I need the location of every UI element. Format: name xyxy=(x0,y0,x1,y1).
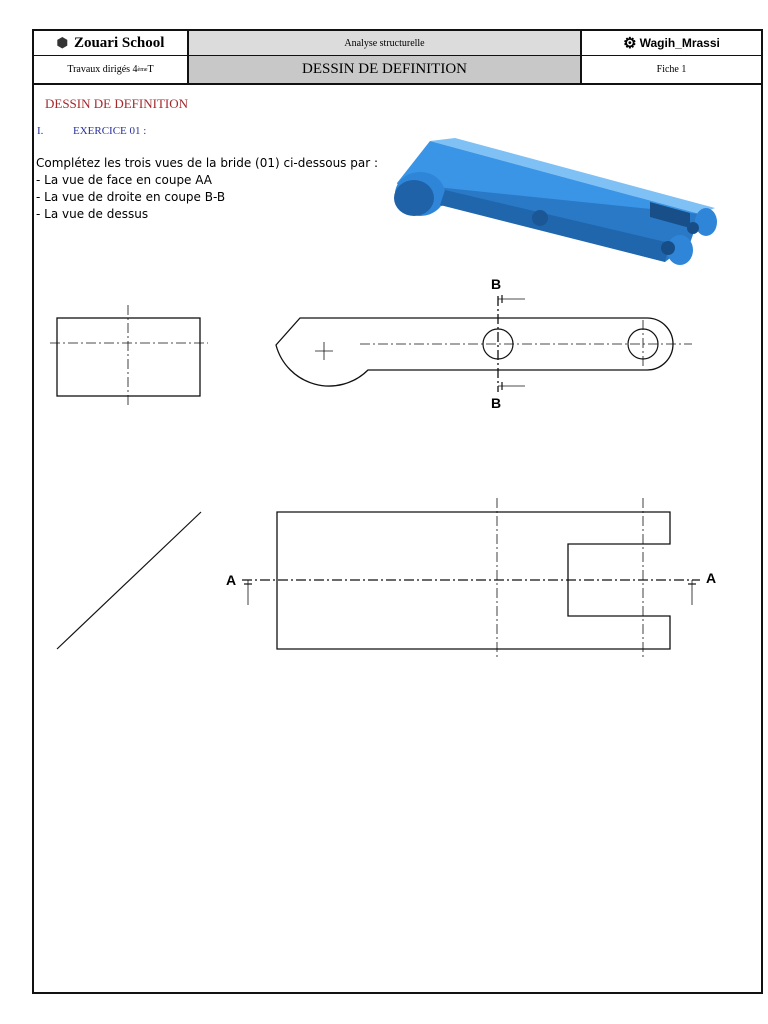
instruction-intro: Complétez les trois vues de la bride (01) ci-dessous par : xyxy=(36,156,379,170)
section-a-label-left: A xyxy=(226,572,237,588)
section-b-label-bottom: B xyxy=(491,395,502,411)
instruction-item: - La vue de droite en coupe B-B xyxy=(36,190,226,204)
instruction-item: - La vue de face en coupe AA xyxy=(36,173,213,187)
gear-icon: ⚙ xyxy=(623,35,637,52)
section-title: DESSIN DE DEFINITION xyxy=(45,96,188,111)
instruction-item: - La vue de dessus xyxy=(36,207,149,221)
level-sup: ème xyxy=(137,66,148,73)
construction-line xyxy=(57,512,201,649)
section-a-label-right: A xyxy=(706,570,717,586)
school-emblem-icon: ⬢ xyxy=(56,35,68,50)
author-name: Wagih_Mrassi xyxy=(639,36,720,50)
plan-view xyxy=(242,498,700,660)
section-b-label-top: B xyxy=(491,276,502,292)
part-3d-illustration xyxy=(394,138,717,265)
subject-label: Analyse structurelle xyxy=(344,37,425,49)
level-suffix: T xyxy=(147,64,154,75)
elevation-view xyxy=(276,295,692,392)
level-prefix: Travaux dirigés 4 xyxy=(67,64,138,75)
sheet-number-text: Fiche 1 xyxy=(656,64,687,75)
document-title-text: DESSIN DE DEFINITION xyxy=(302,61,467,77)
exercise-title: EXERCICE 01 : xyxy=(73,125,147,137)
school-name: Zouari School xyxy=(73,34,165,51)
exercise-number: I. xyxy=(37,125,44,137)
side-view xyxy=(50,305,208,408)
